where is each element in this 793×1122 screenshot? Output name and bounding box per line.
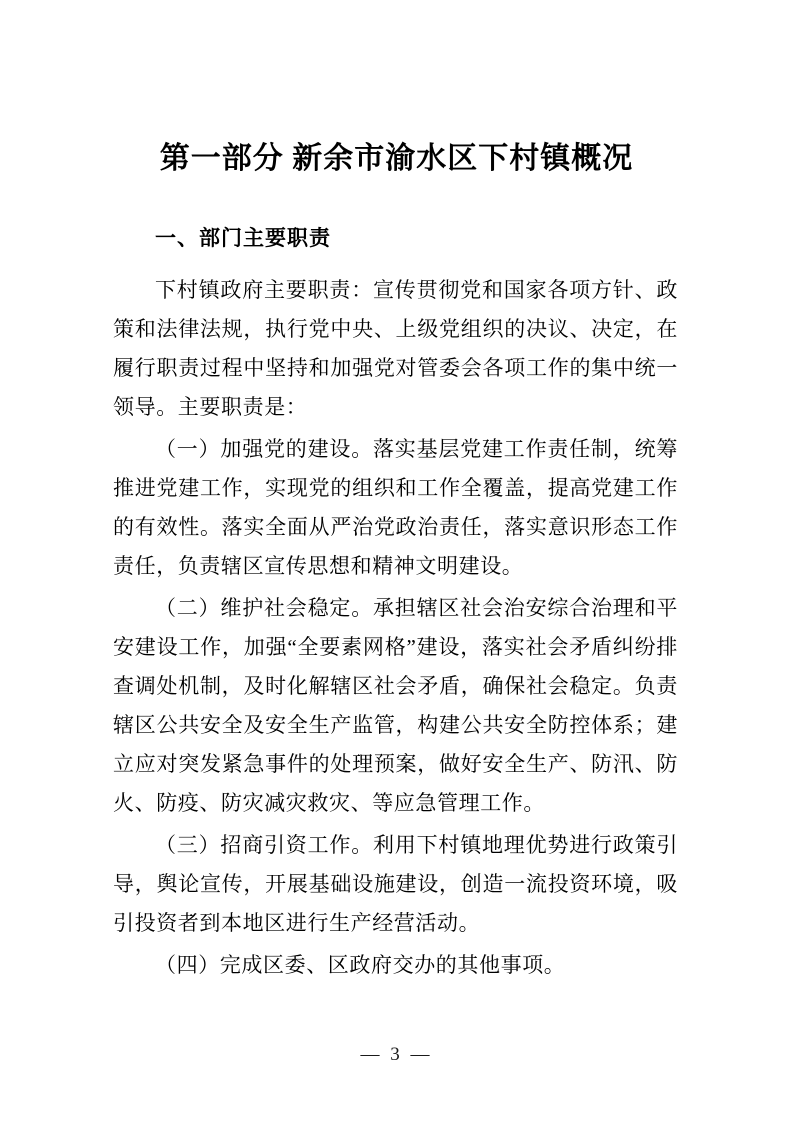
paragraph-intro-duties: 下村镇政府主要职责：宣传贯彻党和国家各项方针、政策和法律法规，执行党中央、上级党组织的决议、决定，在履行职责过程中坚持和加强党对管委会各项工作的集中统一领导。主要职责是： [113,278,678,419]
body-text [113,271,678,985]
section-heading: 一、部门主要职责 [155,227,331,250]
document-title: 第一部分 新余市渝水区下村镇概况 [159,142,634,175]
paragraph-other-tasks: （四）完成区委、区政府交办的其他事项。 [155,953,566,977]
paragraph-party-building: （一）加强党的建设。落实基层党建工作责任制，统筹推进党建工作，实现党的组织和工作全覆盖，提高党建工作的有效性。落实全面从严治党政治责任，落实意识形态工作责任，负责辖区宣传思想和精神文明建设。 [113,437,678,578]
paragraph-social-stability: （二）维护社会稳定。承担辖区社会治安综合治理和平安建设工作，加强“全要素网格”建设，落实社会矛盾纠纷排查调处机制，及时化解辖区社会矛盾，确保社会稳定。负责辖区公共安全及安全生产监管，构建公共安全防控体系；建立应对突发紧急事件的处理预案，做好安全生产、防汛、防火、防疫、防灾减灾救灾、等应急管理工作。 [113,596,678,815]
paragraph-investment-promotion: （三）招商引资工作。利用下村镇地理优势进行政策引导，舆论宣传，开展基础设施建设，创造一流投资环境，吸引投资者到本地区进行生产经营活动。 [113,833,678,935]
page-number: — 3 — [360,1044,433,1065]
